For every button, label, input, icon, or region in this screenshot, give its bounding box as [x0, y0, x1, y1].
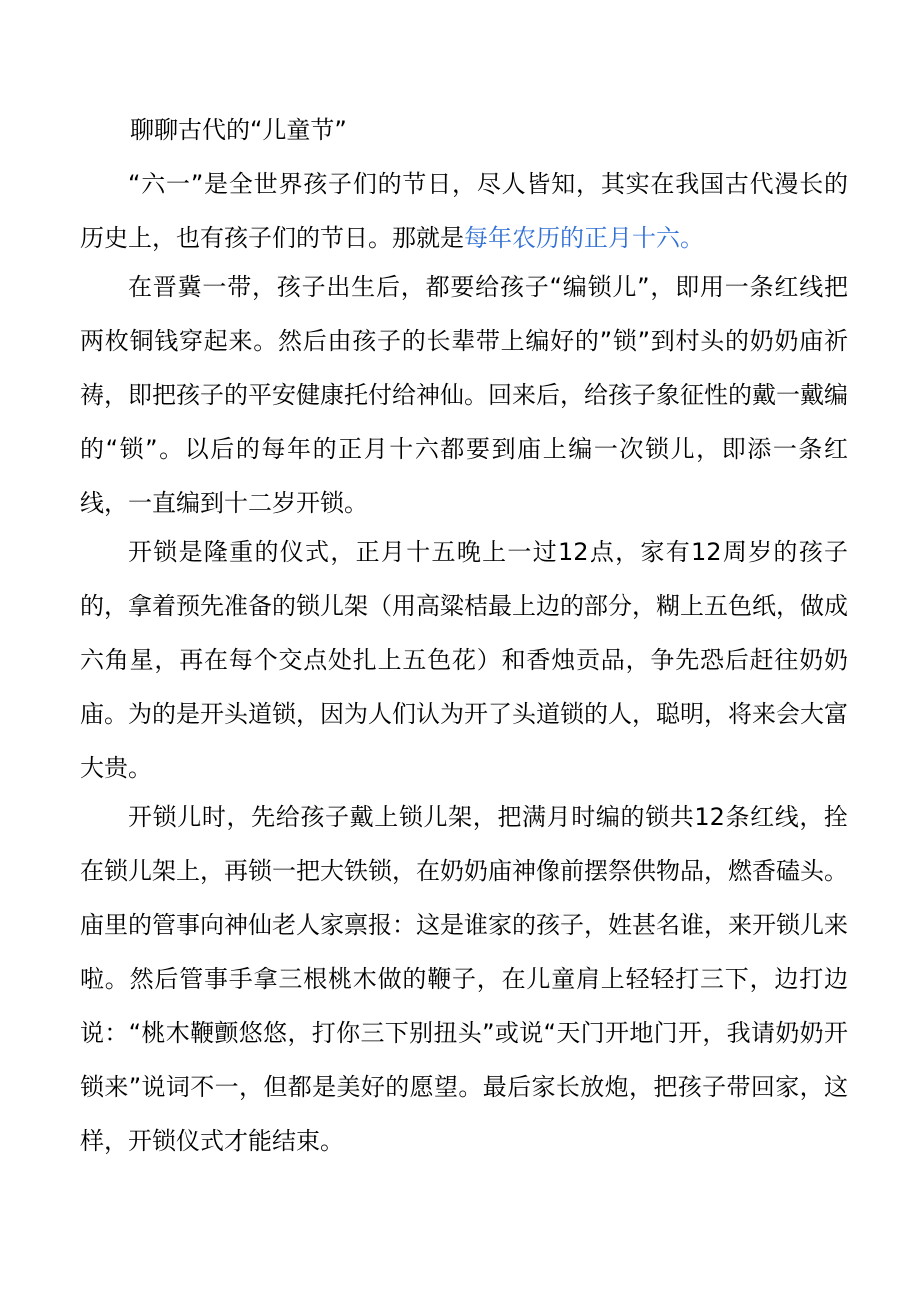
highlighted-date-text: 每年农历的正月十六。	[464, 224, 704, 252]
paragraph-custom: 在晋冀一带，孩子出生后，都要给孩子“编锁儿”，即用一条红线把两枚铜钱穿起来。然后由孩子的长辈带上编好的”锁”到村头的奶奶庙祈祷，即把孩子的平安健康托付给神仙。回来后，给孩子象征性的戴一戴编的“锁”。以后的每年的正月十六都要到庙上编一次锁儿，即添一条红线，一直编到十二岁开锁。	[80, 273, 848, 517]
paragraph-unlocking: 开锁儿时，先给孩子戴上锁儿架，把满月时编的锁共12条红线，拴在锁儿架上，再锁一把大铁锁，在奶奶庙神像前摆祭供物品，燃香磕头。庙里的管事向神仙老人家禀报：这是谁家的孩子，姓甚名谁，来开锁儿来啦。然后管事手拿三根桃木做的鞭子，在儿童肩上轻轻打三下，边打边说：“桃木鞭颤悠悠，打你三下别扭头”或说“天门开地门开，我请奶奶开锁来”说词不一，但都是美好的愿望。最后家长放炮，把孩子带回家，这样，开锁仪式才能结束。	[80, 803, 848, 1155]
paragraph-intro-text: “六一”是全世界孩子们的节日，尽人皆知，其实在我国古代漫长的历史上，也有孩子们的节日。那就是	[80, 170, 848, 252]
document-title: 聊聊古代的“儿童节”	[130, 116, 347, 144]
paragraph-ceremony: 开锁是隆重的仪式，正月十五晚上一过12点，家有12周岁的孩子的，拿着预先准备的锁儿架（用高粱桔最上边的部分，糊上五色纸，做成六角星，再在每个交点处扎上五色花）和香烛贡品，争先恐后赶往奶奶庙。为的是开头道锁，因为人们认为开了头道锁的人，聪明，将来会大富大贵。	[80, 538, 848, 782]
paragraph-intro	[80, 157, 848, 265]
